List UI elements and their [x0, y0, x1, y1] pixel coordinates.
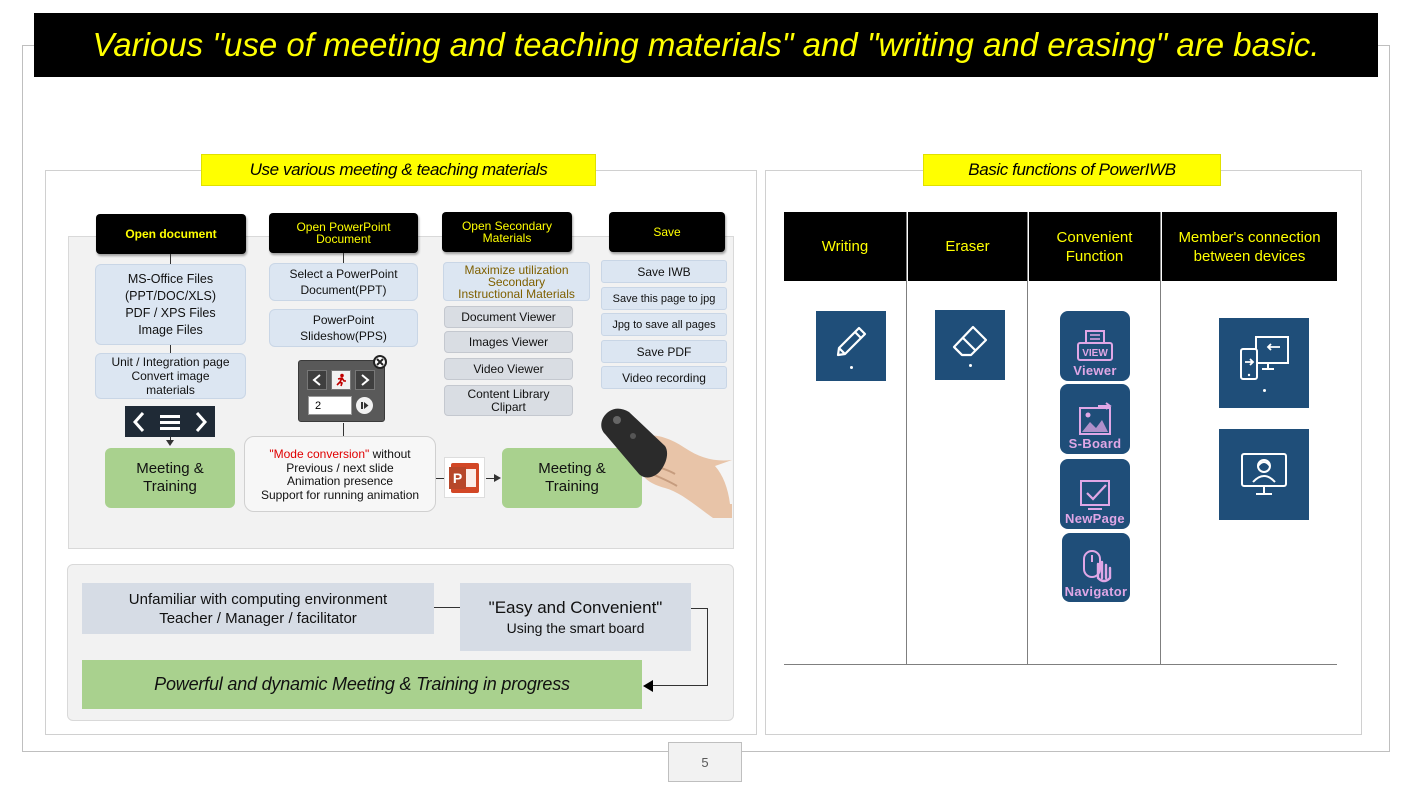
column-line: Member's connection: [1178, 228, 1321, 246]
file-type: MS-Office Files: [127, 271, 214, 286]
dot-indicator: [969, 364, 972, 367]
mode-line: Previous / next slide: [286, 460, 394, 475]
column-member-connection: [1162, 212, 1337, 281]
connector: [707, 608, 708, 686]
note-line: Maximize utilization: [464, 262, 569, 277]
open-secondary-header: [442, 212, 572, 252]
column-line: Convenient: [1056, 228, 1133, 246]
library-line: Content Library: [467, 386, 550, 401]
unfamiliar-box: [82, 583, 434, 634]
run-animation-button[interactable]: [331, 370, 351, 390]
viewer-icon: [1075, 329, 1115, 363]
mode-line: Support for running animation: [260, 487, 420, 502]
table-divider: [1027, 212, 1028, 665]
content-library-item: [444, 385, 573, 416]
arrow-head: [494, 474, 501, 482]
file-type: Image Files: [138, 322, 203, 337]
table-divider: [906, 212, 907, 665]
column-eraser: Eraser: [908, 212, 1027, 281]
library-line: Clipart: [491, 399, 526, 414]
note-line: Instructional Materials: [458, 286, 575, 301]
eraser-icon: [951, 324, 989, 358]
header-line: Materials: [482, 231, 532, 245]
jpg-save-all-item: Jpg to save all pages: [601, 313, 727, 336]
view-badge: VIEW: [1082, 348, 1108, 359]
mode-conversion-rest: without: [369, 447, 411, 461]
convert-line: materials: [146, 383, 195, 397]
eraser-tile[interactable]: [935, 310, 1005, 380]
open-powerpoint-header: [269, 213, 418, 253]
meeting-training-box-1: [105, 448, 235, 508]
column-line: Function: [1065, 247, 1124, 265]
mode-conversion-title: [245, 448, 435, 462]
result-line: Training: [545, 478, 599, 495]
navigator-tile[interactable]: [1062, 533, 1130, 602]
select-line: Document(PPT): [300, 283, 387, 297]
device-connection-icon: [1238, 335, 1290, 383]
slideshow-line: Slideshow(PPS): [300, 329, 387, 343]
powerful-meeting-box: Powerful and dynamic Meeting & Training in progress: [82, 660, 642, 709]
table-bottom-line: [784, 664, 1337, 665]
easy-title: "Easy and Convenient": [488, 597, 663, 617]
arrow-head: [166, 440, 174, 446]
convert-line: Convert image: [131, 369, 210, 383]
connector: [652, 685, 708, 686]
result-line: Meeting &: [136, 460, 204, 477]
prev-slide-button[interactable]: [307, 370, 327, 390]
header-line: Open Secondary: [461, 219, 553, 233]
function-label: NewPage: [1065, 511, 1125, 526]
office-files-box: [95, 264, 246, 345]
close-icon: [376, 358, 384, 366]
page-number: 5: [668, 742, 742, 782]
nav-toolbar[interactable]: [125, 406, 215, 437]
presenter-remote-hand-icon: [595, 400, 732, 518]
right-panel-heading: Basic functions of PowerIWB: [923, 154, 1221, 186]
header-line: Open PowerPoint: [296, 220, 391, 234]
maximize-note-box: [443, 262, 590, 301]
device-connection-tile[interactable]: [1219, 318, 1309, 408]
note-line: Secondary: [487, 274, 546, 289]
convert-image-box: [95, 353, 246, 399]
page-title: Various "use of meeting and teaching materials" and "writing and erasing" are basic.: [34, 13, 1378, 77]
viewer-tile[interactable]: [1060, 311, 1130, 381]
connector: [170, 345, 171, 353]
left-panel-heading: Use various meeting & teaching materials: [201, 154, 596, 186]
mode-line: Animation presence: [286, 474, 394, 488]
function-label: Viewer: [1073, 363, 1117, 378]
save-header: Save: [609, 212, 725, 252]
remote-user-tile[interactable]: [1219, 429, 1309, 520]
dot-indicator: [1263, 389, 1266, 392]
header-line: Document: [316, 232, 371, 246]
s-board-icon: [1076, 402, 1114, 436]
writing-tile[interactable]: [816, 311, 886, 381]
easy-subtitle: Using the smart board: [506, 619, 645, 636]
easy-convenient-box: [460, 583, 691, 651]
convert-line: Unit / Integration page: [111, 355, 230, 369]
new-page-tile[interactable]: [1060, 459, 1130, 529]
mode-conversion-box: [244, 436, 436, 512]
result-line: Training: [143, 478, 197, 495]
table-divider: [1160, 212, 1161, 665]
connector: [434, 607, 460, 608]
arrow-head: [643, 680, 653, 692]
chevron-right-icon: [360, 374, 370, 386]
open-document-header: Open document: [96, 214, 246, 254]
save-page-jpg-item: Save this page to jpg: [601, 287, 727, 310]
chevron-left-icon[interactable]: [132, 411, 146, 433]
navigator-icon: [1078, 548, 1114, 584]
save-iwb-item: Save IWB: [601, 260, 727, 283]
video-viewer-item: Video Viewer: [444, 358, 573, 380]
menu-icon[interactable]: [159, 413, 181, 431]
dot-indicator: [850, 366, 853, 369]
select-powerpoint-box: [269, 263, 418, 301]
chevron-left-icon: [312, 374, 322, 386]
slide-controller: [298, 360, 385, 422]
video-recording-item: Video recording: [601, 366, 727, 389]
connector: [343, 253, 344, 263]
result-line: Meeting &: [538, 460, 606, 477]
file-type: (PPT/DOC/XLS): [125, 288, 216, 303]
connector: [691, 608, 707, 609]
slideshow-box: [269, 309, 418, 347]
new-page-icon: [1076, 477, 1114, 511]
powerpoint-logo-icon: [444, 457, 485, 498]
connector: [436, 478, 444, 479]
svg-text:P: P: [452, 469, 462, 486]
connector: [343, 423, 344, 437]
running-figure-icon: [334, 373, 348, 387]
mode-conversion-red: "Mode conversion": [269, 447, 370, 461]
s-board-tile[interactable]: [1060, 384, 1130, 454]
save-pdf-item: Save PDF: [601, 340, 727, 363]
column-line: between devices: [1193, 247, 1306, 265]
connector: [170, 254, 171, 264]
function-label: S-Board: [1068, 436, 1122, 451]
function-label: Navigator: [1064, 584, 1128, 599]
go-button[interactable]: [356, 397, 373, 414]
slideshow-line: PowerPoint: [312, 313, 375, 327]
select-line: Select a PowerPoint: [289, 267, 398, 281]
powerpoint-icon: [447, 460, 483, 496]
pencil-icon: [833, 324, 869, 360]
document-viewer-item: Document Viewer: [444, 306, 573, 328]
column-writing: Writing: [784, 212, 906, 281]
play-pause-icon: [359, 400, 370, 411]
chevron-right-icon[interactable]: [194, 411, 208, 433]
column-convenient-function: [1029, 212, 1160, 281]
unfamiliar-line: Teacher / Manager / facilitator: [159, 609, 357, 627]
close-controller-button[interactable]: [373, 355, 387, 369]
next-slide-button[interactable]: [355, 370, 375, 390]
unfamiliar-line: Unfamiliar with computing environment: [128, 590, 388, 608]
page-number-input[interactable]: 2: [308, 396, 352, 415]
images-viewer-item: Images Viewer: [444, 331, 573, 353]
file-type: PDF / XPS Files: [125, 305, 216, 320]
remote-user-icon: [1238, 450, 1290, 500]
